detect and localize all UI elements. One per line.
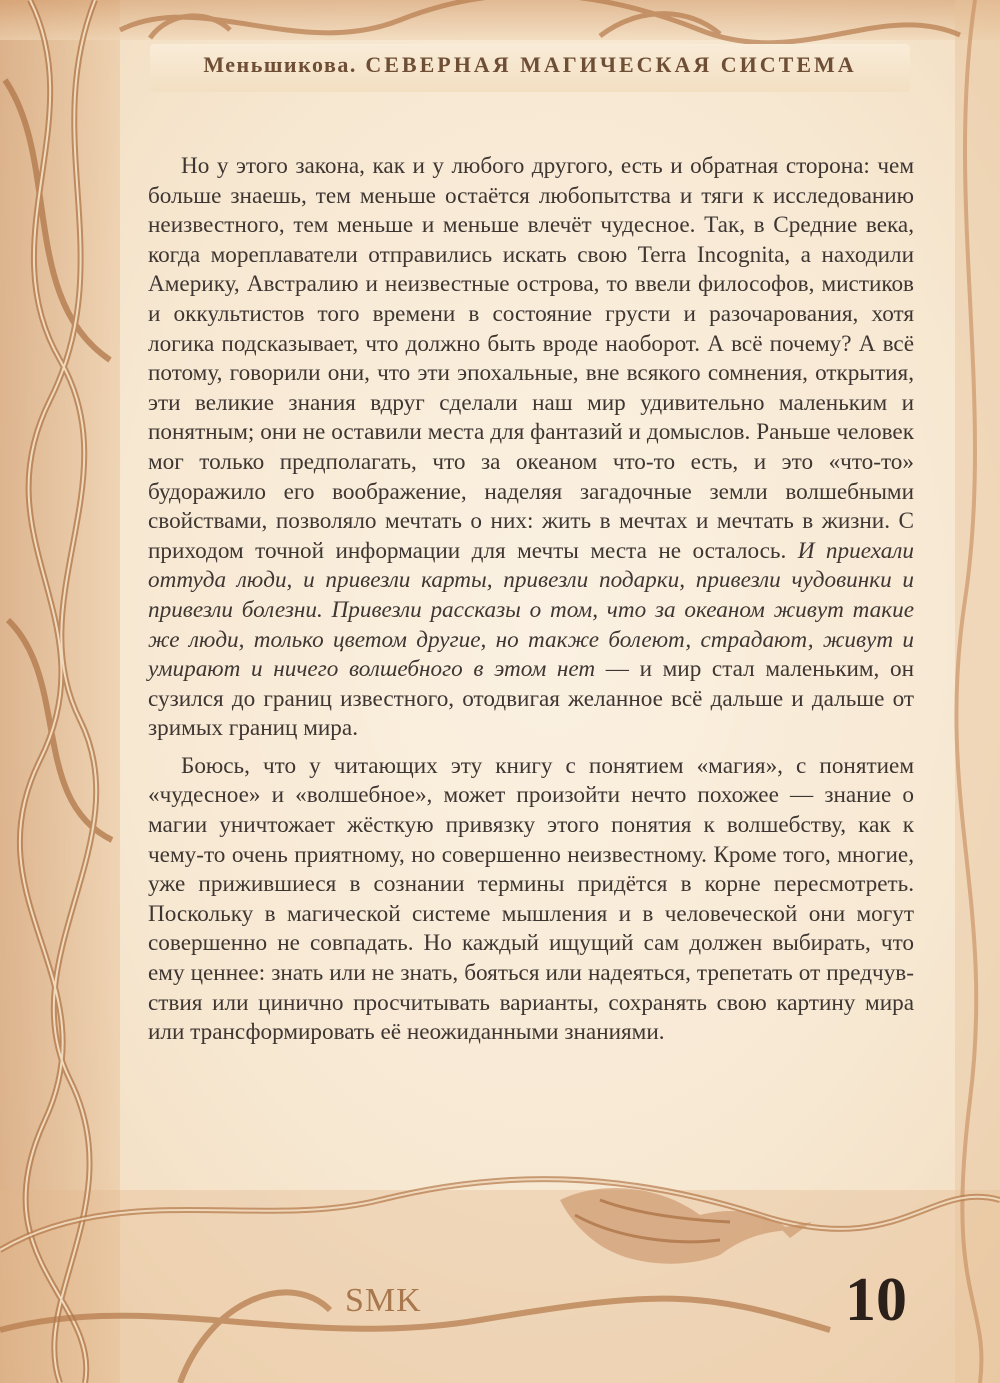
paragraph-1-text-a: Но у этого закона, как и у любого другого, есть и обратная сторона: чем больше знаешь, тем меньше остаётся любопытства и тяги к исследованию неизвестного, тем меньше и меньше влечёт чудесное. Так, в Средние века, когда мореплаватели отправились искать свою Terra Incognita, а находили Америку, Австралию и неизвестные острова, то ввели философов, мистиков и оккультистов того времени в состояние грусти и разочарования, хотя логика подсказывает, что должно быть вроде наоборот. А всё почему? А всё потому, говорили они, что эти эпохальные, вне всякого сомнения, открытия, эти великие знания вдруг сделали наш мир удивительно маленьким и понятным; они не оставили места для фантазий и домыслов. Раньше человек мог только предполагать, что за океаном что-то есть, и это «что-то» будоражило его воображение, наделяя загадочные земли волшебными свойствами, позволяло мечтать о них: жить в мечтах и мечтать в жизни. С приходом точной информации для мечты места не осталось. bbox=[148, 153, 914, 564]
publisher-logo: SMK bbox=[345, 1282, 422, 1319]
body-text bbox=[148, 152, 914, 1048]
header-title: СЕВЕРНАЯ МАГИЧЕСКАЯ СИСТЕМА bbox=[365, 52, 857, 77]
page-number: 10 bbox=[845, 1266, 907, 1334]
header-author: Меньшикова. bbox=[203, 52, 357, 77]
running-head bbox=[150, 52, 910, 78]
paragraph-2: Боюсь, что у читающих эту книгу с понятием «магия», с понятием «чудесное» и «волшебное», может произойти нечто похожее — знание о магии уничтожает жёсткую привязку этого понятия к волшебству, как к чему-то очень приятному, но совершенно неизвестному. Кроме того, многие, уже прижившиеся в сознании термины придётся в корне пересмотреть. Поскольку в магической системе мышления и в человеческой они могут совершенно не совпадать. Но каждый ищущий сам должен выбирать, что ему ценнее: знать или не знать, бояться или надеяться, трепетать от предчувствия или цинично просчитывать варианты, сохранять свою картину мира или трансформировать её неожиданными знаниями. bbox=[148, 752, 914, 1046]
paragraph-1-italic: И приехали оттуда люди, и привезли карты, привезли подарки, привезли чудовинки и привезли болезни. Привезли рассказы о том, что за океаном живут такие же люди, только цветом другие, но также болеют, страдают, живут и умирают и ничего волшебного в этом нет bbox=[148, 537, 914, 683]
paragraph-1 bbox=[148, 152, 914, 744]
paragraph-1-text-b: — и мир стал маленьким, он сузился до границ известного, отодвигая желанное всё дальше и дальше от зримых границ мира. bbox=[148, 656, 914, 742]
